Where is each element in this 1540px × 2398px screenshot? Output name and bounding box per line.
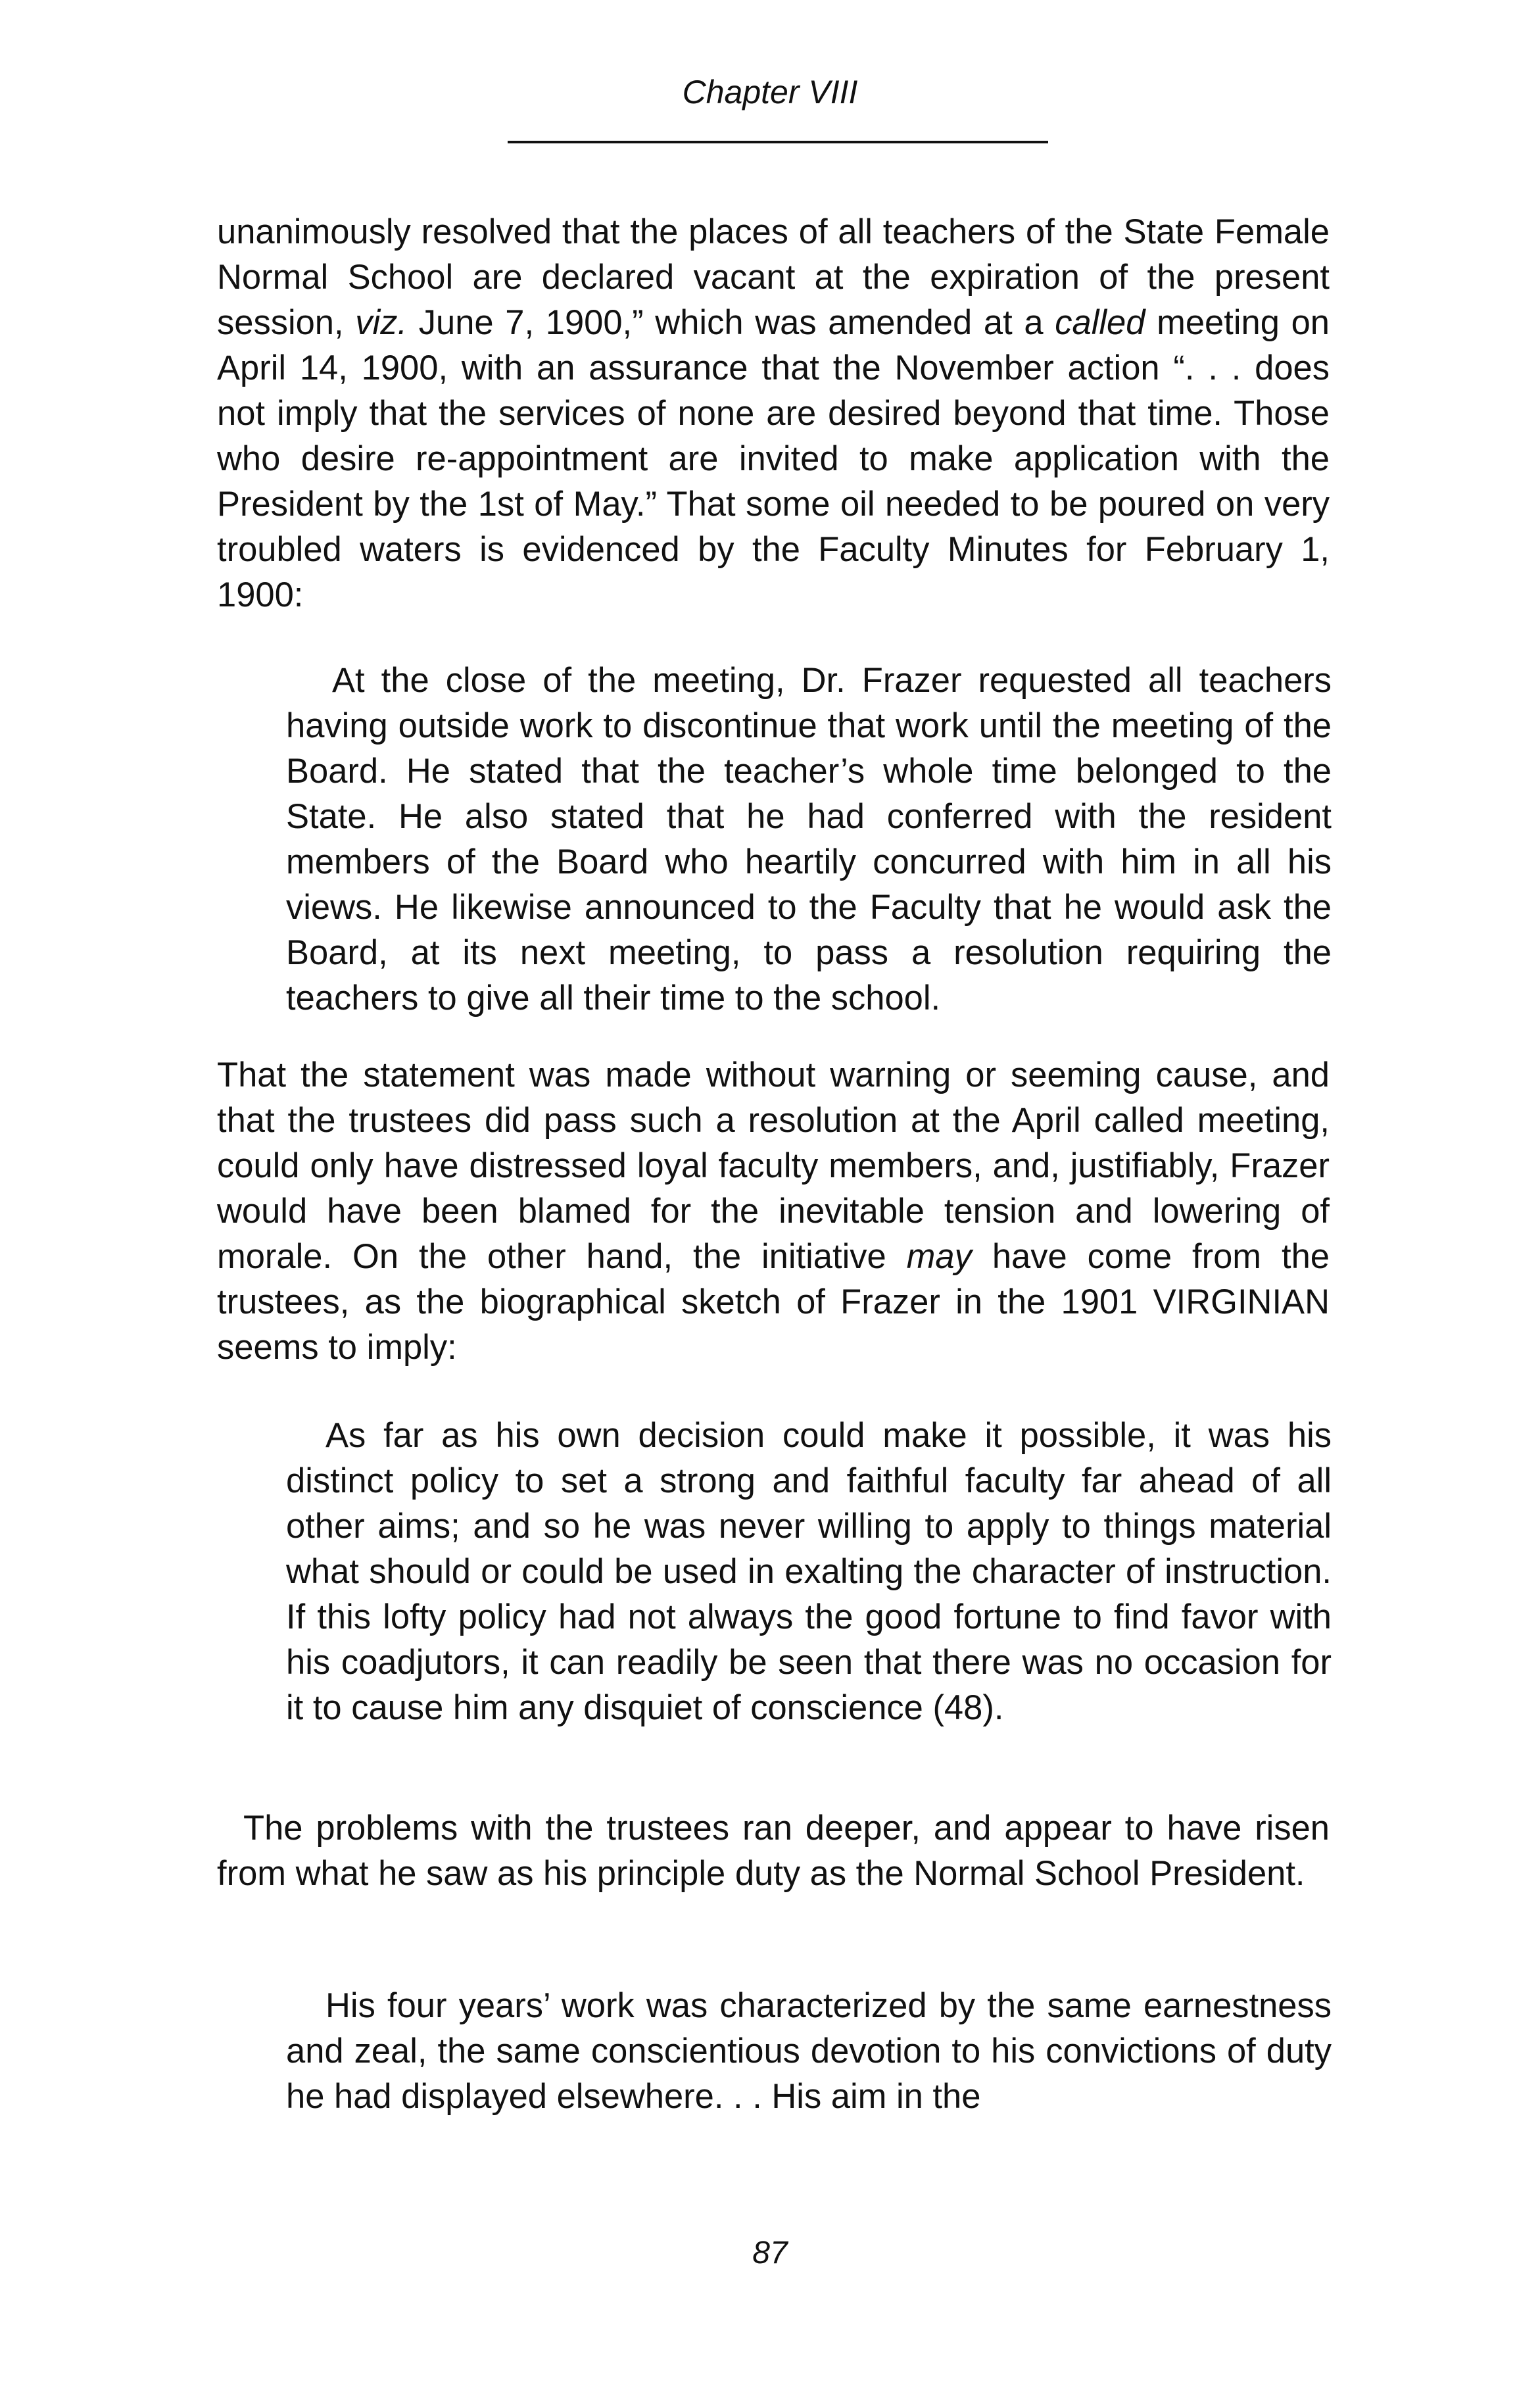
paragraph-3: The problems with the trustees ran deeper, and appear to have risen from what he saw as his principle duty as the Normal School President. xyxy=(217,1809,1330,1893)
paragraph-1-text-c: June 7, 1900,” which was amended at a xyxy=(407,303,1055,342)
paragraph-1-italic-called: called xyxy=(1055,303,1145,342)
paragraph-1-text-a: unanimously resolved that the places of all teachers of the State Female Normal School are declared vacant at the expiration of the present session, xyxy=(217,212,1330,342)
paragraph-1 xyxy=(217,209,1330,618)
block-quote-3: His four years’ work was characterized by the same earnestness and zeal, the same conscientious devotion to his convictions of duty he had displayed elsewhere. . . His aim in the xyxy=(286,1986,1332,2116)
paragraph-2-text-a: That the statement was made without warning or seeming cause, and that the trustees did pass such a resolution at the April called meeting, could only have distressed loyal faculty members, and, justifiably, Frazer would have been blamed for the inevitable tension and lowering of morale. On the other hand, the initiative xyxy=(217,1056,1330,1276)
paragraph-2 xyxy=(217,1052,1330,1370)
paragraph-1-text-e: meeting on April 14, 1900, with an assurance that the November action “. . . does not imply that the services of none are desired beyond that time. Those who desire re-appointment are invited to make application with the President by the 1st of May.” That some oil needed to be poured on very troubled waters is evidenced by the Faculty Minutes for February 1, 1900: xyxy=(217,303,1330,614)
page-number: 87 xyxy=(752,2236,788,2270)
running-head: Chapter VIII xyxy=(682,74,858,110)
paragraph-2-italic-may: may xyxy=(906,1237,972,1276)
header-rule xyxy=(508,141,1048,143)
block-quote-1: At the close of the meeting, Dr. Frazer requested all teachers having outside work to discontinue that work until the meeting of the Board. He stated that the teacher’s whole time belonged to the State. He also stated that he had conferred with the resident members of the Board who heartily concurred with him in all his views. He likewise announced to the Faculty that he would ask the Board, at its next meeting, to pass a resolution requiring the teachers to give all their time to the school. xyxy=(286,661,1332,1017)
paragraph-2-text-c: have come from the trustees, as the biographical sketch of Frazer in the 1901 VIRGINIAN seems to imply: xyxy=(217,1237,1330,1367)
paragraph-1-italic-viz: viz. xyxy=(355,303,408,342)
block-quote-2: As far as his own decision could make it possible, it was his distinct policy to set a strong and faithful faculty far ahead of all other aims; and so he was never willing to apply to things material what should or could be used in exalting the character of instruction. If this lofty policy had not always the good fortune to find favor with his coadjutors, it can readily be seen that there was no occasion for it to cause him any disquiet of conscience (48). xyxy=(286,1416,1332,1727)
